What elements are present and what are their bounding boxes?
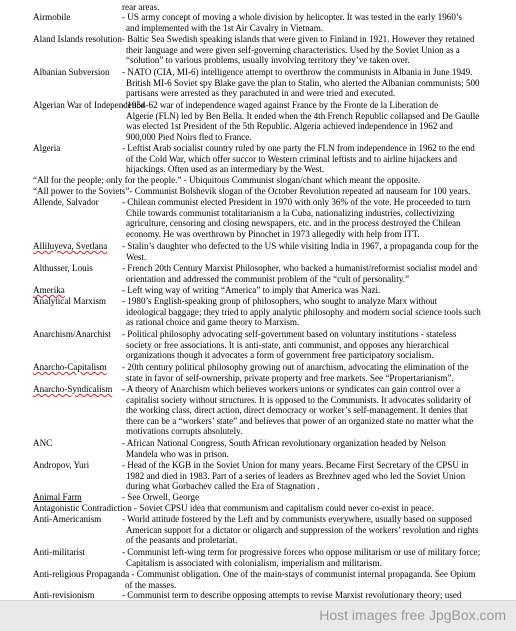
entry-term: Anti-revisionism [33,590,95,600]
entry-line: - French 20th Century Marxist Philosopher, who backed a humanist/reformist socialist model and [122,263,477,273]
entry-line: of the peasants and proletariat. [126,535,238,546]
entry-line: - Baltic Sea Swedish speaking islands that were given to Finland in 1921. However they retained [122,34,475,44]
entry-term: Algeria [33,143,61,153]
entry-line: Algerie (FLN) led by Ben Bella. It ended when the 4th French Republic collapsed and De Gaulle [126,110,480,121]
entry-line: capitalist society without structures. It is opposed to the Communists. It advocates solidarity of [126,394,472,405]
entry-line: - See Orwell, George [122,492,200,502]
entry-line: partisans were arrested as they parachuted in and were tried and executed. [126,88,396,99]
entry-term: Althusser, Louis [33,263,93,273]
entry-line: - Left wing way of writing “America” to imply that America was Nazi. [122,285,381,295]
entry-line: rear areas. [122,2,160,12]
entry-line: there can be a “workers’ state” and believes that power of an organized state no matter what the [126,415,474,426]
entry-line: - Chilean communist elected President in 1970 with only 36% of the vote. He proceeded to turn [122,197,471,207]
entry-term: ANC [33,438,53,448]
entry-line: of the Cold War, which offer succor to Western criminal leftists and to airline hijackers and [126,153,458,164]
entry-line: organizations though it advocates a form of government free participatory socialism. [126,350,434,361]
entry-line: ideological baggage; they tried to apply analytic philosophy and modern social science tools such [126,306,481,317]
entry-term: Anti-militarist [33,547,86,557]
entry-term: Anti-Americanism [33,514,102,524]
entry-term: Analytical Marxism [33,296,106,306]
entry-line: - 1980’s English-speaking group of philosophers, who sought to analyze Marx without [122,296,438,306]
entry-line: the working class, direct action, direct democracy or worker’s self-management. It denies that [126,405,468,416]
entry-line: was elected 1st President of the 5th Republic. Algeria achieved independence in 1962 and [126,121,453,132]
entry-term: Anarcho-Capitalism [33,362,107,372]
entry-line: “All for the people; only for the people.” - Ubiquitous Communist slogan/chant which meant the opposite. [33,175,421,185]
entry-line: motivations corrupts absolutely. [126,426,243,437]
entry-line: “All power to the Soviets”- Communist Bolshevik slogan of the October Revolution repeated ad nauseam for 100 years. [33,186,471,196]
entry-line: - World attitude fostered by the Left and by communists everywhere, usually based on supposed [122,514,472,524]
entry-term: Algerian War of Independence [33,100,145,110]
entry-line: Capitalism is associated with colonialism, imperialism and militarism. [126,557,382,568]
entry-term: Amerika [33,285,65,295]
entry-line: state in favor of self-ownership, private property and free markets. See “Propertarianism”. [126,372,454,383]
entry-line: - NATO (CIA, MI-6) intelligence attempt to overthrow the communists in Albania in June 1949. [122,67,473,77]
entry-term: Anarcho-Syndicalism [33,384,113,394]
entry-line: society or free associations. It is anti-state, anti communist, and opposes any hierarchical [126,339,449,350]
image-host-footer [0,600,516,631]
entry-term: Albanian Subversion [33,67,110,77]
entry-term: Airmobile [33,12,71,22]
entry-line: American support for a dictator or oligarch and suppression of the workers’ revolution and rights [126,524,479,535]
entry-line: Chile towards communist totalitarianism a la Cuba, nationalizing industries, collectivizing [126,207,455,218]
entry-line: West. [126,251,147,262]
entry-term: Anarchism/Anarchist [33,329,111,339]
entry-term: Andropov, Yuri [33,460,90,470]
entry-line: as rational choice and game theory to Marxism. [126,317,300,328]
entry-line: - Head of the KGB in the Soviet Union for many years. Became First Secretary of the CPSU in [122,460,469,470]
entry-line: British MI-6 Soviet spy Blake gave the plan to Stalin, who alerted the Albanian communists; 500 [126,77,480,88]
entry-line: - A theory of Anarchism which believes workers unions or syndicates can gain control over a [122,384,461,394]
entry-term: Aland Islands resolution [33,34,122,44]
entry-line: - Communist left-wing term for progressive forces who oppose militarism or use of military force; [122,547,481,557]
entry-line: of the masses. [125,579,177,590]
entry-line: during what Gorbachev called the Era of Stagnation . [126,481,320,492]
entry-term: Allende, Salvador [33,197,99,207]
entry-line: hijackings. Often used as an intermediary by the West. [126,164,325,175]
entry-line: “solution” to various problems, usually involving territory they’ve taken over. [126,55,410,66]
entry-line: agriculture, censoring and closing newspapers, etc. and in the process destroyed the Chilean [126,218,461,229]
entry-line: - Communist term to describe opposing attempts to revise Marxist revolutionary theory; used [122,590,462,600]
entry-line: - US army concept of moving a whole division by helicopter. It was tested in the early 1960’s [122,12,462,22]
entry-line: and implemented with the 1st Air Cavalry in Vietnam. [126,22,324,33]
entry-term: Alliluyeva, Svetlana [33,241,108,251]
entry-line: - Leftist Arab socialist country ruled by one party the FLN from independence in 1962 to the end [122,143,475,153]
entry-line: - 1954-62 war of independence waged against France by the Fronte de la Liberation de [122,100,439,110]
entry-line: orientation and addressed the communist problem of the “cult of personality.” [126,273,410,284]
entry-line: 900,000 Pied Noirs fled to France. [126,131,252,142]
entry-line: - 20th century political philosophy growing out of anarchism, advocating the elimination of the [122,362,469,372]
entry-line: Antagonistic Contradiction - Soviet CPSU idea that communism and capitalism could never co-exist in peace. [33,503,434,513]
entry-line: - Stalin’s daughter who defected to the US while visiting India in 1967, a propaganda coup for the [122,241,479,251]
entry-line: - Political philosophy advocating self-government based on voluntary institutions - stateless [122,329,457,339]
entry-line: their language and were given self-governing characteristics. Used by the Soviet Union as a [126,44,460,55]
entry-term: Animal Farm [33,492,82,502]
footer-link[interactable]: Host images free JpgBox.com [319,607,506,623]
entry-line: Mandela who was in prison. [126,448,229,459]
entry-line: 1982 and died in 1983. Part of a series of leaders as Brezhnev aged who led the Soviet Union [126,470,466,481]
entry-line: - African National Congress, South African revolutionary organization headed by Nelson [122,438,446,448]
entry-line: economy. He was overthrown by Pinochet in 1973 allegedly with help from ITT. [126,228,420,239]
entry-line: Anti-religious Propaganda - Communist obligation. One of the main-stays of communist internal propaganda. See Opium [33,569,476,579]
